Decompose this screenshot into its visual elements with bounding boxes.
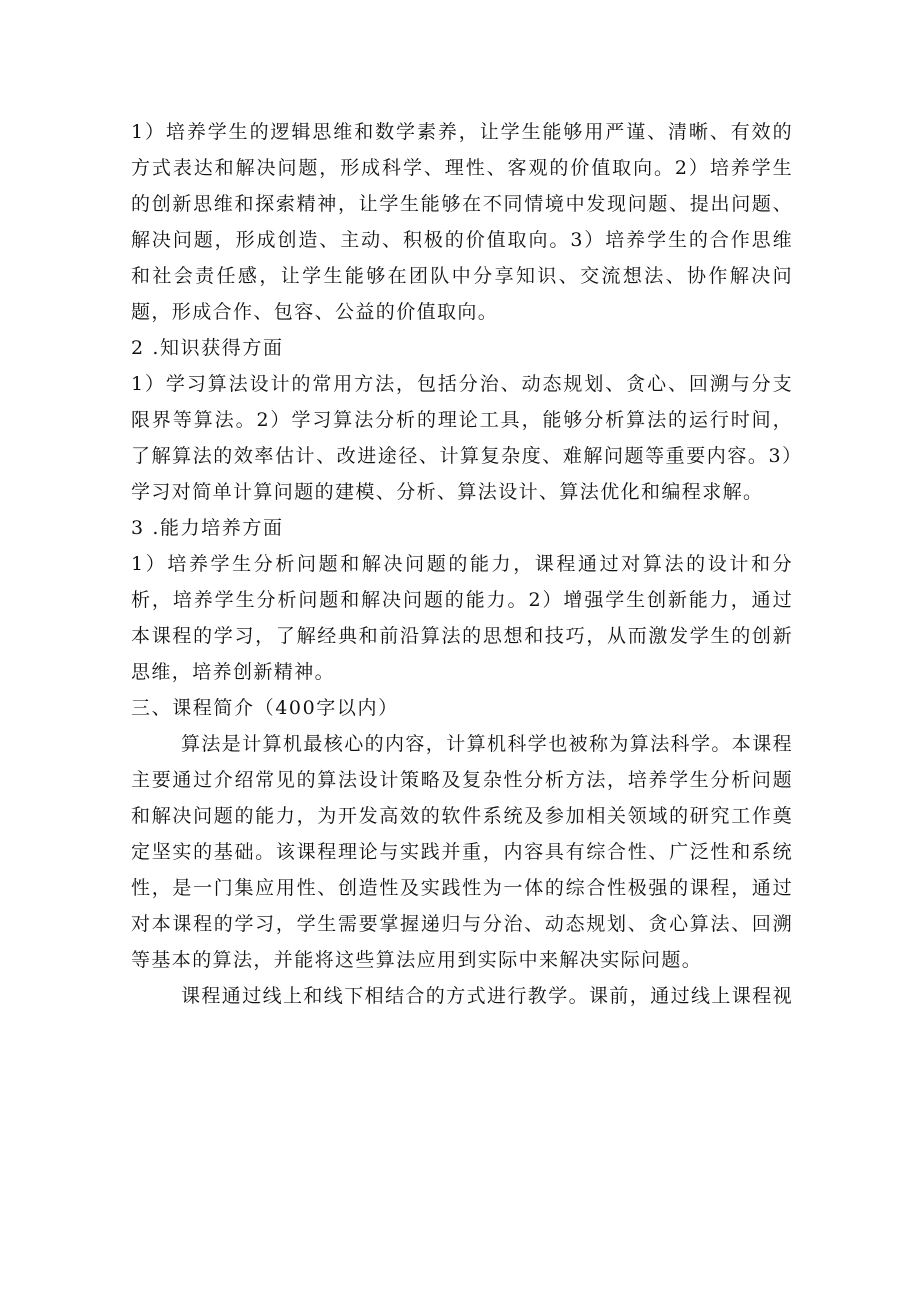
- course-intro-paragraph: 算法是计算机最核心的内容，计算机科学也被称为算法科学。本课程主要通过介绍常见的算法设计策略及复杂性分析方法，培养学生分析问题和解决问题的能力，为开发高效的软件系统及参加相关领域的研究工作奠定坚实的基础。该课程理论与实践并重，内容具有综合性、广泛性和系统性，是一门集应用性、创造性及实践性为一体的综合性极强的课程，通过对本课程的学习，学生需要掌握递归与分治、动态规划、贪心算法、回溯等基本的算法，并能将这些算法应用到实际中来解决实际问题。: [131, 733, 794, 971]
- knowledge-paragraph: 1）学习算法设计的常用方法，包括分治、动态规划、贪心、回溯与分支限界等算法。2）学习算法分析的理论工具，能够分析算法的运行时间，了解算法的效率估计、改进途径、计算复杂度、难解问题等重要内容。3）学习对简单计算问题的建模、分析、算法设计、算法优化和编程求解。: [131, 373, 793, 503]
- section-heading-ability: 3 .能力培养方面: [131, 517, 284, 539]
- ability-paragraph: 1）培养学生分析问题和解决问题的能力，课程通过对算法的设计和分析，培养学生分析问题和解决问题的能力。2）增强学生创新能力，通过本课程的学习，了解经典和前沿算法的思想和技巧，从而激发学生的创新思维，培养创新精神。: [131, 553, 793, 683]
- teaching-mode-paragraph: 课程通过线上和线下相结合的方式进行教学。课前，通过线上课程视: [181, 985, 794, 1007]
- values-paragraph: 1）培养学生的逻辑思维和数学素养，让学生能够用严谨、清晰、有效的方式表达和解决问题，形成科学、理性、客观的价值取向。2）培养学生的创新思维和探索精神，让学生能够在不同情境中发现问题、提出问题、解决问题，形成创造、主动、积极的价值取向。3）培养学生的合作思维和社会责任感，让学生能够在团队中分享知识、交流想法、协作解决问题，形成合作、包容、公益的价值取向。: [131, 121, 793, 323]
- document-page: [131, 114, 793, 1014]
- section-heading-course-intro: 三、课程简介（400字以内）: [131, 697, 399, 719]
- section-heading-knowledge: 2 .知识获得方面: [131, 337, 284, 359]
